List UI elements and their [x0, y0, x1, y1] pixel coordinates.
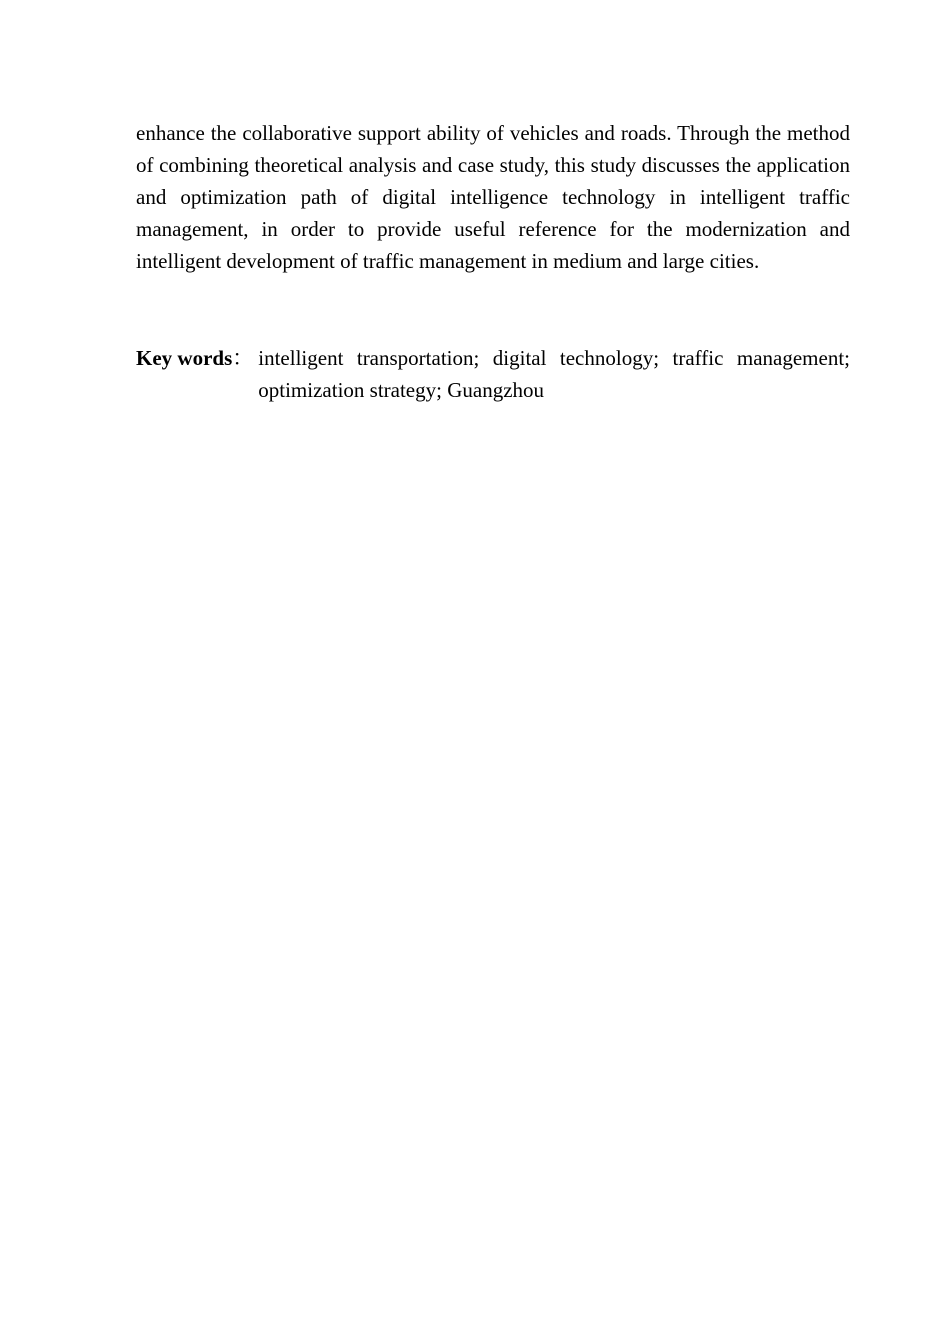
keywords-section — [136, 342, 850, 406]
abstract-paragraph: enhance the collaborative support ability of vehicles and roads. Through the method of combining theoretical analysis and case study, this study discusses the application and optimization path of digital intelligence technology in intelligent traffic management, in order to provide useful reference for the modernization and intelligent development of traffic management in medium and large cities. — [136, 121, 850, 273]
keywords-separator: ： — [232, 346, 254, 370]
keywords-text: intelligent transportation; digital technology; traffic management; optimization strategy; Guangzhou — [258, 346, 850, 402]
keywords-label: Key words — [136, 346, 233, 370]
